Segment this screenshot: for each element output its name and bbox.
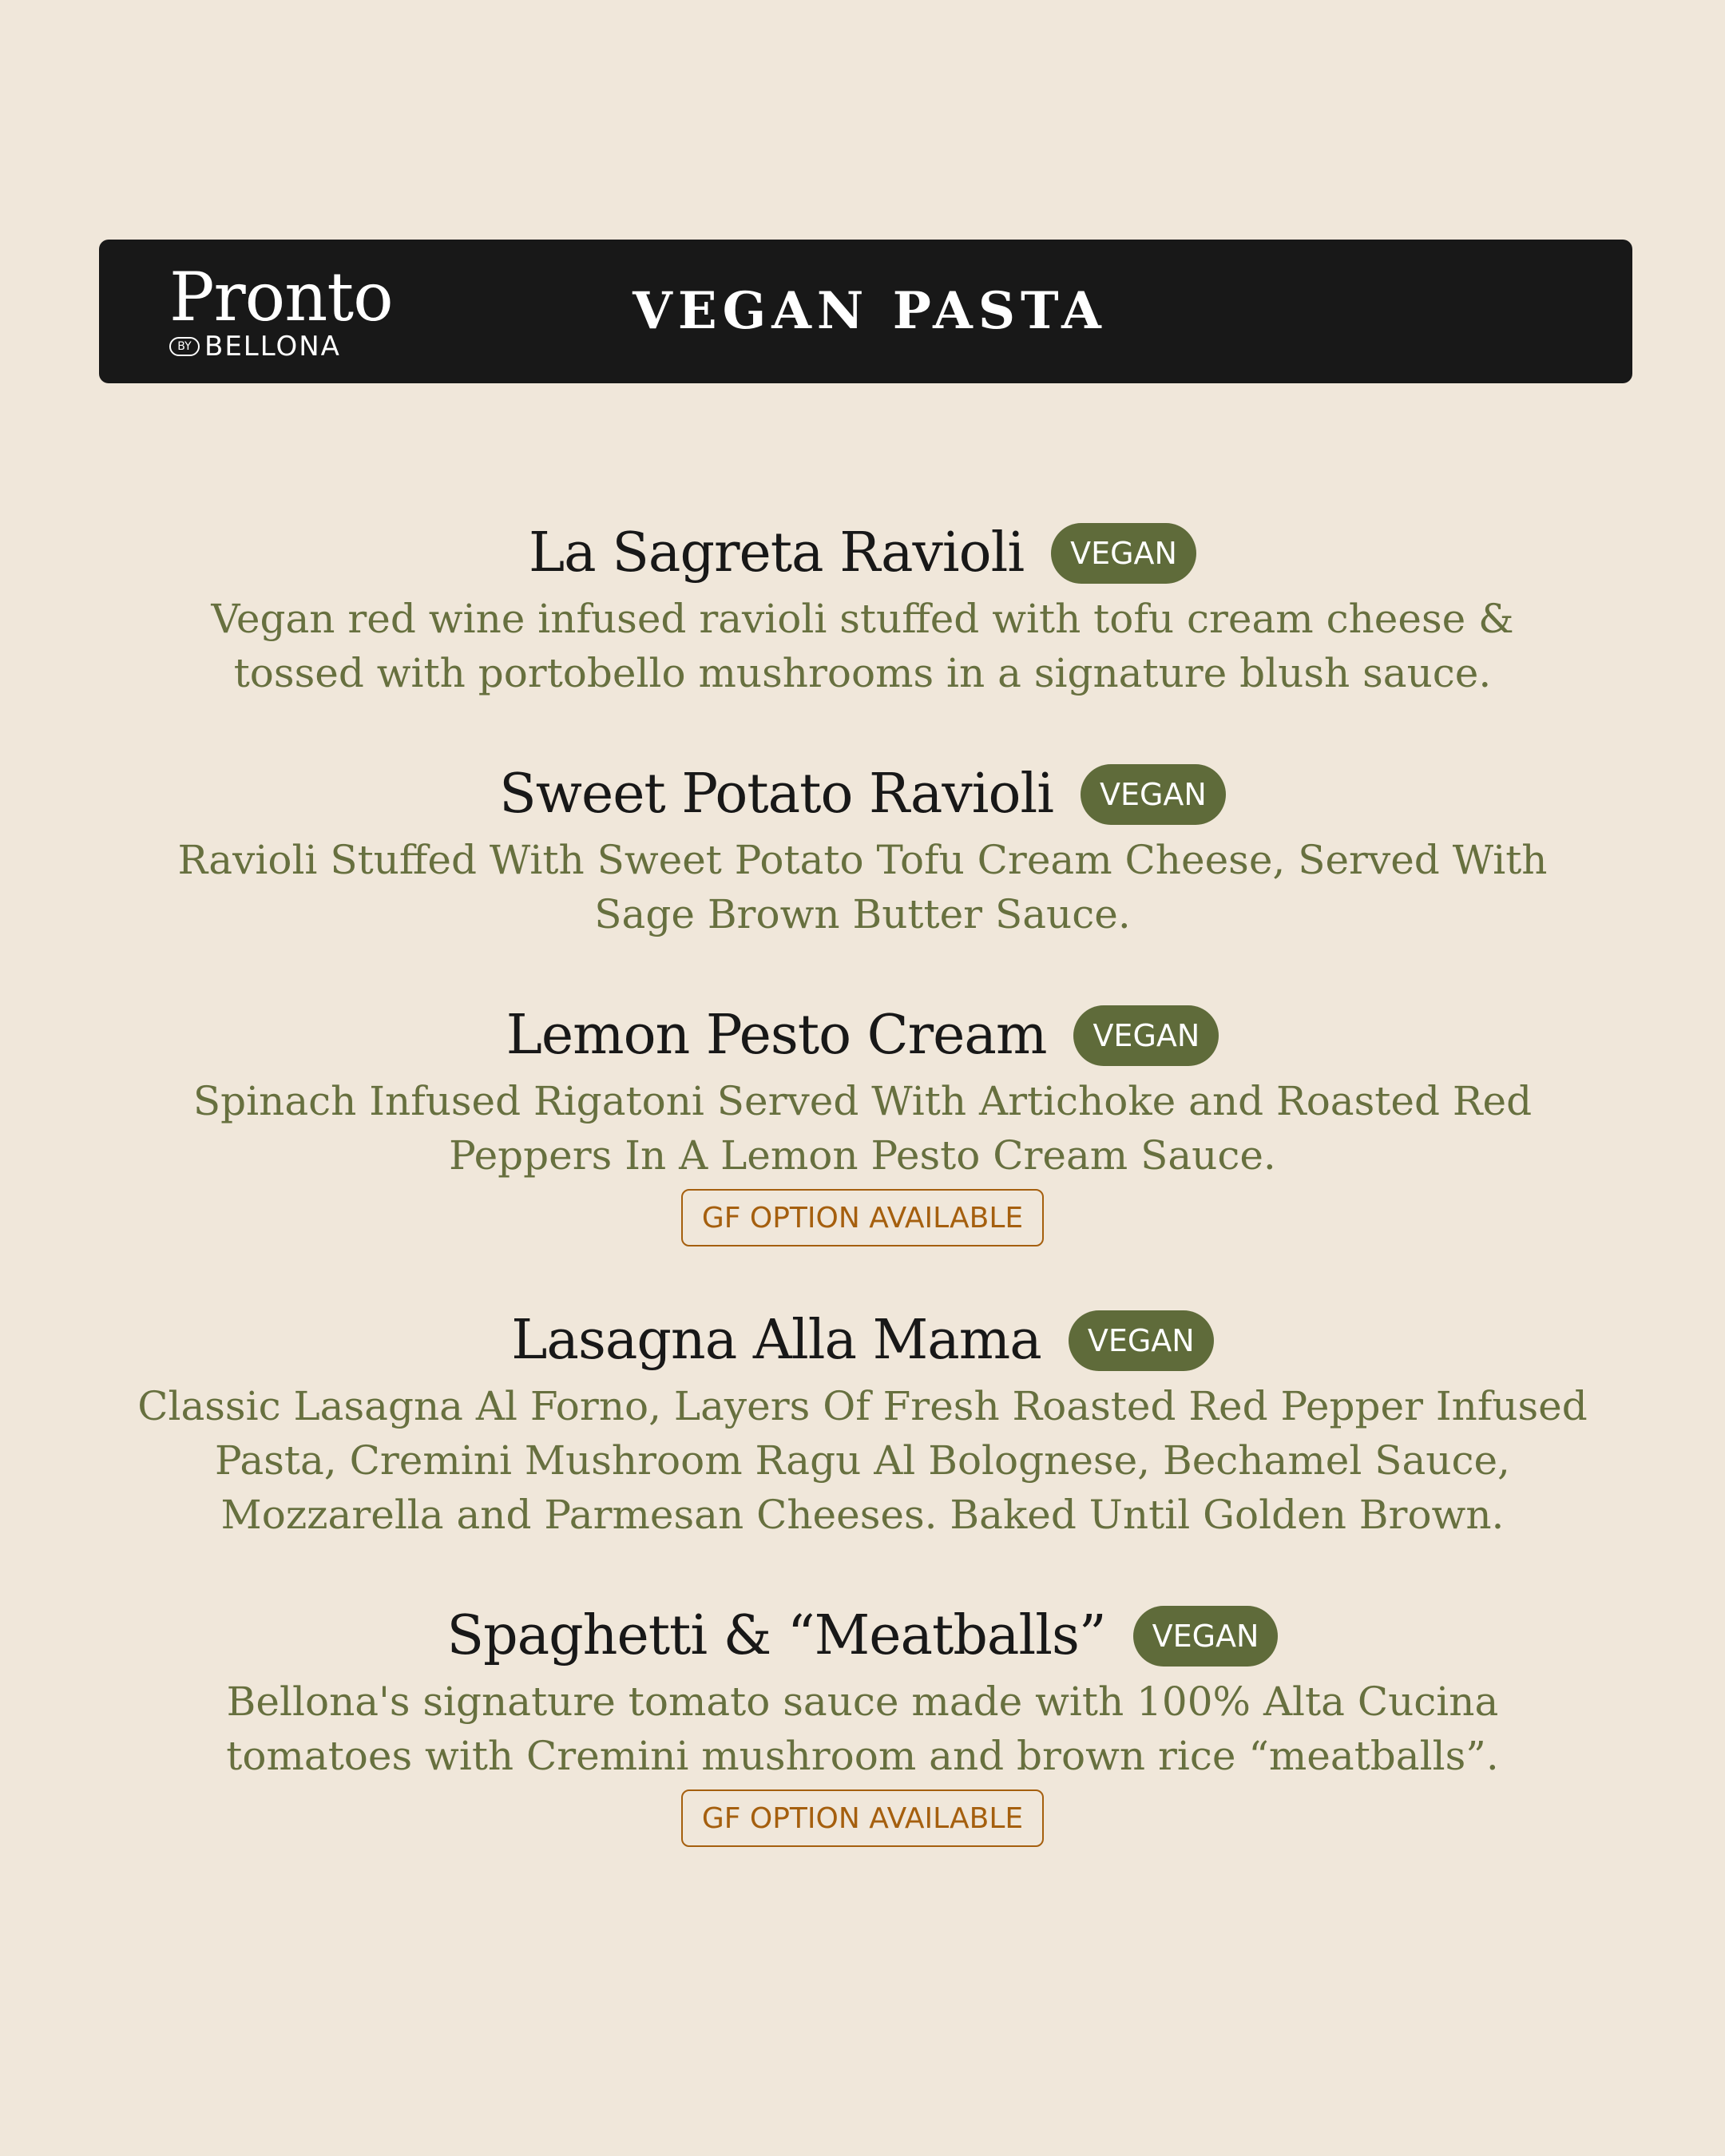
description-line: Ravioli Stuffed With Sweet Potato Tofu Cream Cheese, Served With bbox=[177, 837, 1548, 883]
description-line: tomatoes with Cremini mushroom and brown rice “meatballs”. bbox=[226, 1733, 1499, 1779]
vegan-badge: VEGAN bbox=[1051, 523, 1196, 584]
description-line: tossed with portobello mushrooms in a signature blush sauce. bbox=[233, 650, 1492, 696]
menu-list bbox=[0, 515, 1725, 1847]
menu-item-description bbox=[104, 833, 1621, 941]
menu-item-description bbox=[104, 1074, 1621, 1183]
description-line: Vegan red wine infused ravioli stuffed with tofu cream cheese & bbox=[211, 596, 1514, 642]
by-badge: BY bbox=[169, 337, 200, 356]
description-line: Bellona's signature tomato sauce made with 100% Alta Cucina bbox=[226, 1678, 1499, 1725]
menu-item-title-row bbox=[0, 997, 1725, 1074]
menu-item-title-row bbox=[0, 756, 1725, 833]
menu-item-title-row bbox=[0, 1302, 1725, 1379]
section-title: VEGAN PASTA bbox=[632, 281, 1107, 341]
menu-item-title-row bbox=[0, 515, 1725, 592]
menu-item-description bbox=[104, 592, 1621, 700]
gf-option-tag: GF OPTION AVAILABLE bbox=[681, 1189, 1044, 1246]
menu-item bbox=[0, 1302, 1725, 1542]
menu-item bbox=[0, 1598, 1725, 1847]
description-line: Pasta, Cremini Mushroom Ragu Al Bolognese, Bechamel Sauce, bbox=[215, 1437, 1510, 1484]
description-line: Spinach Infused Rigatoni Served With Artichoke and Roasted Red bbox=[192, 1078, 1533, 1124]
menu-header bbox=[99, 240, 1632, 383]
vegan-badge: VEGAN bbox=[1081, 764, 1226, 825]
description-line: Peppers In A Lemon Pesto Cream Sauce. bbox=[449, 1132, 1276, 1179]
menu-item-name: Lasagna Alla Mama bbox=[511, 1309, 1041, 1372]
menu-item-description bbox=[104, 1674, 1621, 1783]
brand-name: Pronto bbox=[169, 258, 393, 336]
menu-item-name: Spaghetti & “Meatballs” bbox=[446, 1604, 1106, 1667]
menu-item-title-row bbox=[0, 1598, 1725, 1674]
vegan-badge: VEGAN bbox=[1133, 1606, 1279, 1667]
menu-item-name: Sweet Potato Ravioli bbox=[499, 763, 1053, 826]
brand-subtitle-name: BELLONA bbox=[204, 331, 341, 363]
description-line: Mozzarella and Parmesan Cheeses. Baked Until Golden Brown. bbox=[220, 1492, 1505, 1538]
menu-item-description bbox=[104, 1379, 1621, 1542]
menu-item-name: Lemon Pesto Cream bbox=[506, 1004, 1047, 1067]
menu-item bbox=[0, 515, 1725, 700]
vegan-badge: VEGAN bbox=[1073, 1005, 1219, 1066]
description-line: Sage Brown Butter Sauce. bbox=[594, 891, 1131, 937]
description-line: Classic Lasagna Al Forno, Layers Of Fresh Roasted Red Pepper Infused bbox=[137, 1383, 1588, 1429]
vegan-badge: VEGAN bbox=[1069, 1310, 1214, 1371]
menu-item bbox=[0, 756, 1725, 941]
menu-item-name: La Sagreta Ravioli bbox=[529, 521, 1025, 585]
menu-item bbox=[0, 997, 1725, 1246]
gf-option-tag: GF OPTION AVAILABLE bbox=[681, 1789, 1044, 1847]
